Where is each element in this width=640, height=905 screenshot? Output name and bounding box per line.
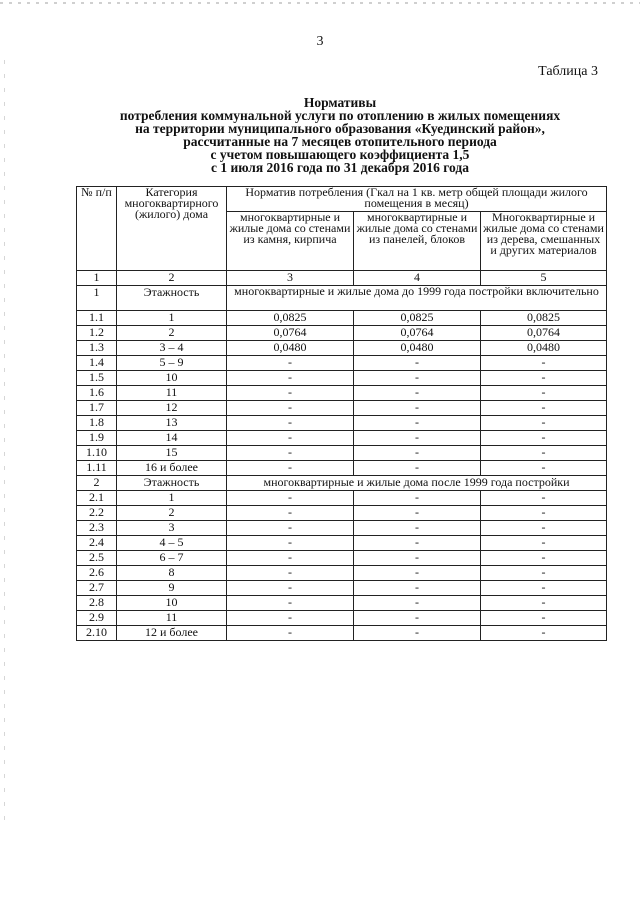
table-row <box>77 461 607 476</box>
section-1-body <box>77 286 607 476</box>
value-stone: - <box>227 356 354 371</box>
value-panel: - <box>354 386 481 401</box>
table-row <box>77 491 607 506</box>
value-panel: - <box>354 461 481 476</box>
value-panel: 0,0825 <box>354 311 481 326</box>
value-wood: - <box>481 611 607 626</box>
table-row <box>77 611 607 626</box>
row-category: 8 <box>117 566 227 581</box>
value-stone: - <box>227 551 354 566</box>
table-row <box>77 626 607 641</box>
table-row <box>77 356 607 371</box>
column-number: 3 <box>227 271 354 286</box>
column-number: 2 <box>117 271 227 286</box>
value-stone: - <box>227 416 354 431</box>
value-wood: - <box>481 626 607 641</box>
value-panel: - <box>354 536 481 551</box>
value-stone: - <box>227 371 354 386</box>
section-title: многоквартирные и жилые дома после 1999 года постройки <box>227 476 607 491</box>
value-panel: - <box>354 446 481 461</box>
value-stone: - <box>227 581 354 596</box>
table-row <box>77 581 607 596</box>
row-number: 1.5 <box>77 371 117 386</box>
table-row <box>77 536 607 551</box>
value-panel: 0,0764 <box>354 326 481 341</box>
page-number: 3 <box>316 34 324 49</box>
header-num: № п/п <box>77 187 117 271</box>
value-panel: - <box>354 551 481 566</box>
value-panel: - <box>354 356 481 371</box>
value-panel: - <box>354 566 481 581</box>
norms-table <box>76 186 607 641</box>
row-category: 5 – 9 <box>117 356 227 371</box>
table-row <box>77 341 607 356</box>
value-wood: - <box>481 566 607 581</box>
value-wood: - <box>481 551 607 566</box>
value-stone: - <box>227 401 354 416</box>
title-line: потребления коммунальной услуги по отоплению в жилых помещениях <box>119 108 561 123</box>
value-wood: - <box>481 596 607 611</box>
table-row <box>77 566 607 581</box>
table-row <box>77 506 607 521</box>
row-category: 3 – 4 <box>117 341 227 356</box>
row-number: 2.5 <box>77 551 117 566</box>
row-number: 1.3 <box>77 341 117 356</box>
table-row <box>77 416 607 431</box>
row-number: 1.6 <box>77 386 117 401</box>
header-stone: многоквартирные и жилые дома со стенами из камня, кирпича <box>227 212 354 271</box>
row-category: 11 <box>117 386 227 401</box>
value-stone: - <box>227 521 354 536</box>
value-stone: - <box>227 596 354 611</box>
section-header-row <box>77 476 607 491</box>
row-number: 1.7 <box>77 401 117 416</box>
header-row <box>77 187 607 212</box>
value-stone: 0,0825 <box>227 311 354 326</box>
value-stone: 0,0480 <box>227 341 354 356</box>
header-panel: многоквартирные и жилые дома со стенами из панелей, блоков <box>354 212 481 271</box>
section-number: 2 <box>77 476 117 491</box>
value-panel: 0,0480 <box>354 341 481 356</box>
value-wood: 0,0825 <box>481 311 607 326</box>
value-panel: - <box>354 626 481 641</box>
row-number: 1.8 <box>77 416 117 431</box>
value-stone: - <box>227 491 354 506</box>
value-wood: - <box>481 431 607 446</box>
row-category: 9 <box>117 581 227 596</box>
value-panel: - <box>354 431 481 446</box>
value-panel: - <box>354 401 481 416</box>
table-label: Таблица 3 <box>538 64 598 79</box>
row-number: 2.8 <box>77 596 117 611</box>
value-stone: - <box>227 536 354 551</box>
row-category: 3 <box>117 521 227 536</box>
row-number: 1.4 <box>77 356 117 371</box>
section-label: Этажность <box>117 286 227 311</box>
value-panel: - <box>354 491 481 506</box>
value-wood: - <box>481 491 607 506</box>
value-wood: - <box>481 356 607 371</box>
header-norm: Норматив потребления (Гкал на 1 кв. метр общей площади жилого помещения в месяц) <box>227 187 607 212</box>
section-number: 1 <box>77 286 117 311</box>
value-panel: - <box>354 506 481 521</box>
row-number: 2.4 <box>77 536 117 551</box>
table-row <box>77 326 607 341</box>
row-number: 2.7 <box>77 581 117 596</box>
row-category: 10 <box>117 371 227 386</box>
title-line: с 1 июля 2016 года по 31 декабря 2016 года <box>211 160 469 175</box>
row-category: 2 <box>117 506 227 521</box>
row-number: 2.10 <box>77 626 117 641</box>
row-number: 1.10 <box>77 446 117 461</box>
value-wood: - <box>481 446 607 461</box>
value-wood: - <box>481 581 607 596</box>
table-row <box>77 596 607 611</box>
title-line: Нормативы <box>303 95 377 110</box>
row-number: 1.11 <box>77 461 117 476</box>
value-panel: - <box>354 596 481 611</box>
title-line: на территории муниципального образования «Куединский район», <box>135 121 545 136</box>
row-category: 13 <box>117 416 227 431</box>
value-stone: - <box>227 446 354 461</box>
value-stone: 0,0764 <box>227 326 354 341</box>
table-row <box>77 386 607 401</box>
value-wood: - <box>481 536 607 551</box>
column-number: 1 <box>77 271 117 286</box>
row-category: 2 <box>117 326 227 341</box>
row-category: 11 <box>117 611 227 626</box>
row-category: 15 <box>117 446 227 461</box>
value-panel: - <box>354 611 481 626</box>
value-panel: - <box>354 416 481 431</box>
row-number: 2.6 <box>77 566 117 581</box>
table-row <box>77 371 607 386</box>
title-line: с учетом повышающего коэффициента 1,5 <box>210 147 470 162</box>
value-wood: - <box>481 371 607 386</box>
section-2-body <box>77 476 607 641</box>
table-row <box>77 446 607 461</box>
value-wood: 0,0764 <box>481 326 607 341</box>
value-stone: - <box>227 431 354 446</box>
value-wood: - <box>481 416 607 431</box>
row-category: 12 <box>117 401 227 416</box>
value-panel: - <box>354 371 481 386</box>
row-category: 6 – 7 <box>117 551 227 566</box>
value-stone: - <box>227 626 354 641</box>
value-panel: - <box>354 521 481 536</box>
table-row <box>77 431 607 446</box>
value-wood: - <box>481 461 607 476</box>
value-wood: - <box>481 386 607 401</box>
row-number: 2.1 <box>77 491 117 506</box>
row-number: 2.9 <box>77 611 117 626</box>
row-number: 2.2 <box>77 506 117 521</box>
table-row <box>77 311 607 326</box>
table-row <box>77 521 607 536</box>
header-wood: Многоквартирные и жилые дома со стенами из дерева, смешанных и других материалов <box>481 212 607 271</box>
row-category: 10 <box>117 596 227 611</box>
row-number: 2.3 <box>77 521 117 536</box>
value-stone: - <box>227 611 354 626</box>
title-line: рассчитанные на 7 месяцев отопительного периода <box>183 134 497 149</box>
scan-edge-left <box>4 60 5 820</box>
row-number: 1.1 <box>77 311 117 326</box>
section-title: многоквартирные и жилые дома до 1999 года постройки включительно <box>227 286 607 311</box>
column-number: 4 <box>354 271 481 286</box>
value-stone: - <box>227 461 354 476</box>
value-stone: - <box>227 386 354 401</box>
row-number: 1.9 <box>77 431 117 446</box>
row-category: 16 и более <box>117 461 227 476</box>
value-wood: - <box>481 401 607 416</box>
row-category: 1 <box>117 491 227 506</box>
row-category: 14 <box>117 431 227 446</box>
column-number: 5 <box>481 271 607 286</box>
scan-edge-top <box>0 2 640 4</box>
row-number: 1.2 <box>77 326 117 341</box>
table-row <box>77 551 607 566</box>
section-label: Этажность <box>117 476 227 491</box>
table-row <box>77 401 607 416</box>
value-wood: - <box>481 506 607 521</box>
value-stone: - <box>227 566 354 581</box>
row-category: 12 и более <box>117 626 227 641</box>
value-wood: 0,0480 <box>481 341 607 356</box>
value-wood: - <box>481 521 607 536</box>
section-header-row <box>77 286 607 311</box>
row-category: 4 – 5 <box>117 536 227 551</box>
row-category: 1 <box>117 311 227 326</box>
header-category: Категория многоквартирного (жилого) дома <box>117 187 227 271</box>
document-title <box>60 96 620 174</box>
value-panel: - <box>354 581 481 596</box>
value-stone: - <box>227 506 354 521</box>
